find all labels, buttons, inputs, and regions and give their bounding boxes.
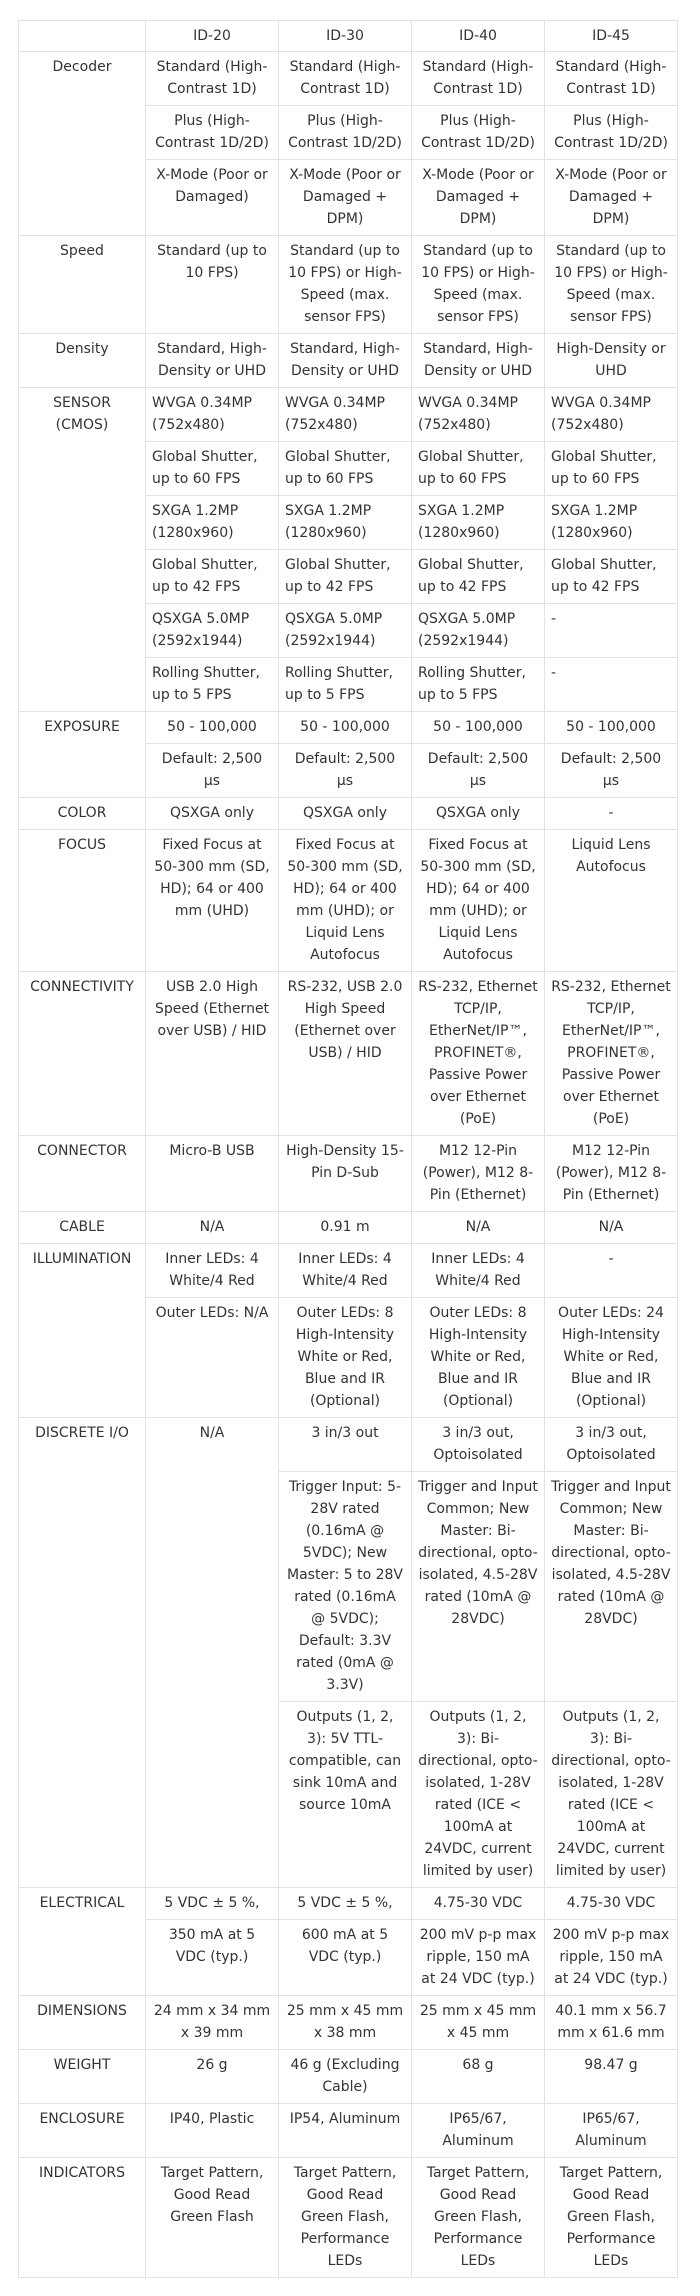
cell-sensor-cmos-id-20: Rolling Shutter, up to 5 FPS <box>146 658 279 712</box>
cell-sensor-cmos-id-30: Global Shutter, up to 42 FPS <box>279 550 412 604</box>
header-cell-id-30: ID-30 <box>279 21 412 52</box>
row-label-speed: Speed <box>19 236 146 334</box>
row-label-enclosure: ENCLOSURE <box>19 2104 146 2158</box>
cell-decoder-id-30: Plus (High-Contrast 1D/2D) <box>279 106 412 160</box>
row-label-focus: FOCUS <box>19 830 146 972</box>
cell-cable-id-40: N/A <box>412 1212 545 1244</box>
cell-decoder-id-20: Standard (High-Contrast 1D) <box>146 52 279 106</box>
cell-connectivity-id-40: RS-232, Ethernet TCP/IP, EtherNet/IP™, PROFINET®, Passive Power over Ethernet (PoE) <box>412 972 545 1136</box>
cell-focus-id-20: Fixed Focus at 50-300 mm (SD, HD); 64 or 400 mm (UHD) <box>146 830 279 972</box>
cell-discrete-i-o-id-40: Outputs (1, 2, 3): Bi-directional, opto-isolated, 1-28V rated (ICE < 100mA at 24VDC, current limited by user) <box>412 1702 545 1888</box>
table-row <box>19 972 678 1136</box>
cell-weight-id-40: 68 g <box>412 2050 545 2104</box>
cell-color-id-20: QSXGA only <box>146 798 279 830</box>
cell-enclosure-id-20: IP40, Plastic <box>146 2104 279 2158</box>
cell-discrete-i-o-id-45: Trigger and Input Common; New Master: Bi-directional, opto-isolated, 4.5-28V rated (10mA @ 28VDC) <box>545 1472 678 1702</box>
cell-connector-id-30: High-Density 15-Pin D-Sub <box>279 1136 412 1212</box>
table-row <box>19 1996 678 2050</box>
row-label-decoder: Decoder <box>19 52 146 236</box>
cell-cable-id-45: N/A <box>545 1212 678 1244</box>
cell-discrete-i-o-id-40: Trigger and Input Common; New Master: Bi-directional, opto-isolated, 4.5-28V rated (10mA @ 28VDC) <box>412 1472 545 1702</box>
cell-decoder-id-20: X-Mode (Poor or Damaged) <box>146 160 279 236</box>
cell-illumination-id-30: Outer LEDs: 8 High-Intensity White or Red, Blue and IR (Optional) <box>279 1298 412 1418</box>
row-label-cable: CABLE <box>19 1212 146 1244</box>
cell-electrical-id-30: 600 mA at 5 VDC (typ.) <box>279 1920 412 1996</box>
cell-decoder-id-45: Standard (High-Contrast 1D) <box>545 52 678 106</box>
cell-speed-id-30: Standard (up to 10 FPS) or High-Speed (max. sensor FPS) <box>279 236 412 334</box>
cell-illumination-id-45: - <box>545 1244 678 1298</box>
cell-sensor-cmos-id-45: Global Shutter, up to 60 FPS <box>545 442 678 496</box>
cell-sensor-cmos-id-30: SXGA 1.2MP (1280x960) <box>279 496 412 550</box>
cell-sensor-cmos-id-45: WVGA 0.34MP (752x480) <box>545 388 678 442</box>
cell-sensor-cmos-id-45: Global Shutter, up to 42 FPS <box>545 550 678 604</box>
table-row <box>19 798 678 830</box>
cell-connectivity-id-45: RS-232, Ethernet TCP/IP, EtherNet/IP™, PROFINET®, Passive Power over Ethernet (PoE) <box>545 972 678 1136</box>
cell-sensor-cmos-id-20: WVGA 0.34MP (752x480) <box>146 388 279 442</box>
cell-discrete-i-o-id-40: 3 in/3 out, Optoisolated <box>412 1418 545 1472</box>
cell-color-id-30: QSXGA only <box>279 798 412 830</box>
cell-illumination-id-40: Inner LEDs: 4 White/4 Red <box>412 1244 545 1298</box>
row-label-dimensions: DIMENSIONS <box>19 1996 146 2050</box>
cell-connectivity-id-30: RS-232, USB 2.0 High Speed (Ethernet over USB) / HID <box>279 972 412 1136</box>
cell-discrete-i-o-id-45: Outputs (1, 2, 3): Bi-directional, opto-isolated, 1-28V rated (ICE < 100mA at 24VDC, current limited by user) <box>545 1702 678 1888</box>
cell-electrical-id-30: 5 VDC ± 5 %, <box>279 1888 412 1920</box>
cell-sensor-cmos-id-40: Rolling Shutter, up to 5 FPS <box>412 658 545 712</box>
cell-cable-id-20: N/A <box>146 1212 279 1244</box>
cell-indicators-id-40: Target Pattern, Good Read Green Flash, Performance LEDs <box>412 2158 545 2278</box>
cell-density-id-20: Standard, High-Density or UHD <box>146 334 279 388</box>
cell-illumination-id-20: Outer LEDs: N/A <box>146 1298 279 1418</box>
cell-indicators-id-30: Target Pattern, Good Read Green Flash, Performance LEDs <box>279 2158 412 2278</box>
cell-decoder-id-20: Plus (High-Contrast 1D/2D) <box>146 106 279 160</box>
cell-dimensions-id-40: 25 mm x 45 mm x 45 mm <box>412 1996 545 2050</box>
cell-focus-id-40: Fixed Focus at 50-300 mm (SD, HD); 64 or 400 mm (UHD); or Liquid Lens Autofocus <box>412 830 545 972</box>
cell-color-id-45: - <box>545 798 678 830</box>
cell-focus-id-30: Fixed Focus at 50-300 mm (SD, HD); 64 or 400 mm (UHD); or Liquid Lens Autofocus <box>279 830 412 972</box>
row-label-electrical: ELECTRICAL <box>19 1888 146 1996</box>
table-row <box>19 1244 678 1298</box>
cell-discrete-i-o-id-20: N/A <box>146 1418 279 1888</box>
cell-sensor-cmos-id-20: Global Shutter, up to 42 FPS <box>146 550 279 604</box>
table-row <box>19 2158 678 2278</box>
header-cell-id-20: ID-20 <box>146 21 279 52</box>
row-label-connector: CONNECTOR <box>19 1136 146 1212</box>
cell-decoder-id-40: Plus (High-Contrast 1D/2D) <box>412 106 545 160</box>
cell-sensor-cmos-id-20: SXGA 1.2MP (1280x960) <box>146 496 279 550</box>
cell-illumination-id-45: Outer LEDs: 24 High-Intensity White or Red, Blue and IR (Optional) <box>545 1298 678 1418</box>
table-row <box>19 388 678 442</box>
cell-sensor-cmos-id-40: SXGA 1.2MP (1280x960) <box>412 496 545 550</box>
cell-color-id-40: QSXGA only <box>412 798 545 830</box>
table-row <box>19 52 678 106</box>
cell-exposure-id-40: 50 - 100,000 <box>412 712 545 744</box>
row-label-exposure: EXPOSURE <box>19 712 146 798</box>
cell-speed-id-40: Standard (up to 10 FPS) or High-Speed (max. sensor FPS) <box>412 236 545 334</box>
row-label-color: COLOR <box>19 798 146 830</box>
cell-dimensions-id-45: 40.1 mm x 56.7 mm x 61.6 mm <box>545 1996 678 2050</box>
cell-exposure-id-45: Default: 2,500 µs <box>545 744 678 798</box>
cell-weight-id-20: 26 g <box>146 2050 279 2104</box>
cell-exposure-id-20: 50 - 100,000 <box>146 712 279 744</box>
table-row <box>19 1888 678 1920</box>
cell-sensor-cmos-id-40: WVGA 0.34MP (752x480) <box>412 388 545 442</box>
spec-table-body <box>19 21 678 2278</box>
cell-decoder-id-40: Standard (High-Contrast 1D) <box>412 52 545 106</box>
cell-sensor-cmos-id-30: Rolling Shutter, up to 5 FPS <box>279 658 412 712</box>
cell-connector-id-40: M12 12-Pin (Power), M12 8-Pin (Ethernet) <box>412 1136 545 1212</box>
cell-electrical-id-20: 350 mA at 5 VDC (typ.) <box>146 1920 279 1996</box>
cell-cable-id-30: 0.91 m <box>279 1212 412 1244</box>
cell-connector-id-20: Micro-B USB <box>146 1136 279 1212</box>
cell-speed-id-45: Standard (up to 10 FPS) or High-Speed (max. sensor FPS) <box>545 236 678 334</box>
cell-sensor-cmos-id-30: Global Shutter, up to 60 FPS <box>279 442 412 496</box>
cell-dimensions-id-30: 25 mm x 45 mm x 38 mm <box>279 1996 412 2050</box>
cell-decoder-id-40: X-Mode (Poor or Damaged + DPM) <box>412 160 545 236</box>
cell-exposure-id-45: 50 - 100,000 <box>545 712 678 744</box>
cell-sensor-cmos-id-40: Global Shutter, up to 42 FPS <box>412 550 545 604</box>
cell-sensor-cmos-id-45: - <box>545 658 678 712</box>
cell-sensor-cmos-id-45: - <box>545 604 678 658</box>
row-label-illumination: ILLUMINATION <box>19 1244 146 1418</box>
cell-exposure-id-30: Default: 2,500 µs <box>279 744 412 798</box>
cell-density-id-30: Standard, High-Density or UHD <box>279 334 412 388</box>
cell-electrical-id-40: 4.75-30 VDC <box>412 1888 545 1920</box>
row-label-indicators: INDICATORS <box>19 2158 146 2278</box>
cell-indicators-id-45: Target Pattern, Good Read Green Flash, Performance LEDs <box>545 2158 678 2278</box>
cell-discrete-i-o-id-45: 3 in/3 out, Optoisolated <box>545 1418 678 1472</box>
cell-enclosure-id-30: IP54, Aluminum <box>279 2104 412 2158</box>
cell-focus-id-45: Liquid Lens Autofocus <box>545 830 678 972</box>
cell-enclosure-id-45: IP65/67, Aluminum <box>545 2104 678 2158</box>
cell-sensor-cmos-id-20: QSXGA 5.0MP (2592x1944) <box>146 604 279 658</box>
cell-speed-id-20: Standard (up to 10 FPS) <box>146 236 279 334</box>
cell-weight-id-45: 98.47 g <box>545 2050 678 2104</box>
cell-electrical-id-45: 200 mV p-p max ripple, 150 mA at 24 VDC (typ.) <box>545 1920 678 1996</box>
cell-exposure-id-40: Default: 2,500 µs <box>412 744 545 798</box>
cell-electrical-id-45: 4.75-30 VDC <box>545 1888 678 1920</box>
cell-density-id-40: Standard, High-Density or UHD <box>412 334 545 388</box>
spec-comparison-table <box>18 20 678 2278</box>
cell-illumination-id-40: Outer LEDs: 8 High-Intensity White or Red, Blue and IR (Optional) <box>412 1298 545 1418</box>
table-row <box>19 1418 678 1472</box>
row-label-density: Density <box>19 334 146 388</box>
spec-table-container <box>18 20 678 2278</box>
cell-decoder-id-30: Standard (High-Contrast 1D) <box>279 52 412 106</box>
table-row <box>19 334 678 388</box>
cell-exposure-id-20: Default: 2,500 µs <box>146 744 279 798</box>
cell-discrete-i-o-id-30: Outputs (1, 2, 3): 5V TTL-compatible, can sink 10mA and source 10mA <box>279 1702 412 1888</box>
cell-sensor-cmos-id-45: SXGA 1.2MP (1280x960) <box>545 496 678 550</box>
cell-enclosure-id-40: IP65/67, Aluminum <box>412 2104 545 2158</box>
cell-illumination-id-20: Inner LEDs: 4 White/4 Red <box>146 1244 279 1298</box>
cell-connectivity-id-20: USB 2.0 High Speed (Ethernet over USB) / HID <box>146 972 279 1136</box>
table-row <box>19 2104 678 2158</box>
row-label-discrete-i-o: DISCRETE I/O <box>19 1418 146 1888</box>
row-label-sensor-cmos: SENSOR (CMOS) <box>19 388 146 712</box>
cell-sensor-cmos-id-20: Global Shutter, up to 60 FPS <box>146 442 279 496</box>
cell-decoder-id-45: X-Mode (Poor or Damaged + DPM) <box>545 160 678 236</box>
table-row <box>19 2050 678 2104</box>
table-row <box>19 236 678 334</box>
cell-electrical-id-40: 200 mV p-p max ripple, 150 mA at 24 VDC (typ.) <box>412 1920 545 1996</box>
cell-sensor-cmos-id-40: QSXGA 5.0MP (2592x1944) <box>412 604 545 658</box>
row-label-connectivity: CONNECTIVITY <box>19 972 146 1136</box>
cell-sensor-cmos-id-40: Global Shutter, up to 60 FPS <box>412 442 545 496</box>
table-row <box>19 712 678 744</box>
cell-discrete-i-o-id-30: Trigger Input: 5-28V rated (0.16mA @ 5VDC); New Master: 5 to 28V rated (0.16mA @ 5VDC); Default: 3.3V rated (0mA @ 3.3V) <box>279 1472 412 1702</box>
cell-decoder-id-45: Plus (High-Contrast 1D/2D) <box>545 106 678 160</box>
table-row <box>19 1212 678 1244</box>
table-row <box>19 1136 678 1212</box>
cell-decoder-id-30: X-Mode (Poor or Damaged + DPM) <box>279 160 412 236</box>
cell-dimensions-id-20: 24 mm x 34 mm x 39 mm <box>146 1996 279 2050</box>
cell-illumination-id-30: Inner LEDs: 4 White/4 Red <box>279 1244 412 1298</box>
cell-indicators-id-20: Target Pattern, Good Read Green Flash <box>146 2158 279 2278</box>
cell-electrical-id-20: 5 VDC ± 5 %, <box>146 1888 279 1920</box>
cell-sensor-cmos-id-30: QSXGA 5.0MP (2592x1944) <box>279 604 412 658</box>
table-row <box>19 830 678 972</box>
row-label-weight: WEIGHT <box>19 2050 146 2104</box>
cell-discrete-i-o-id-30: 3 in/3 out <box>279 1418 412 1472</box>
cell-exposure-id-30: 50 - 100,000 <box>279 712 412 744</box>
cell-sensor-cmos-id-30: WVGA 0.34MP (752x480) <box>279 388 412 442</box>
cell-connector-id-45: M12 12-Pin (Power), M12 8-Pin (Ethernet) <box>545 1136 678 1212</box>
header-cell-empty <box>19 21 146 52</box>
table-header-row <box>19 21 678 52</box>
cell-density-id-45: High-Density or UHD <box>545 334 678 388</box>
header-cell-id-40: ID-40 <box>412 21 545 52</box>
cell-weight-id-30: 46 g (Excluding Cable) <box>279 2050 412 2104</box>
header-cell-id-45: ID-45 <box>545 21 678 52</box>
